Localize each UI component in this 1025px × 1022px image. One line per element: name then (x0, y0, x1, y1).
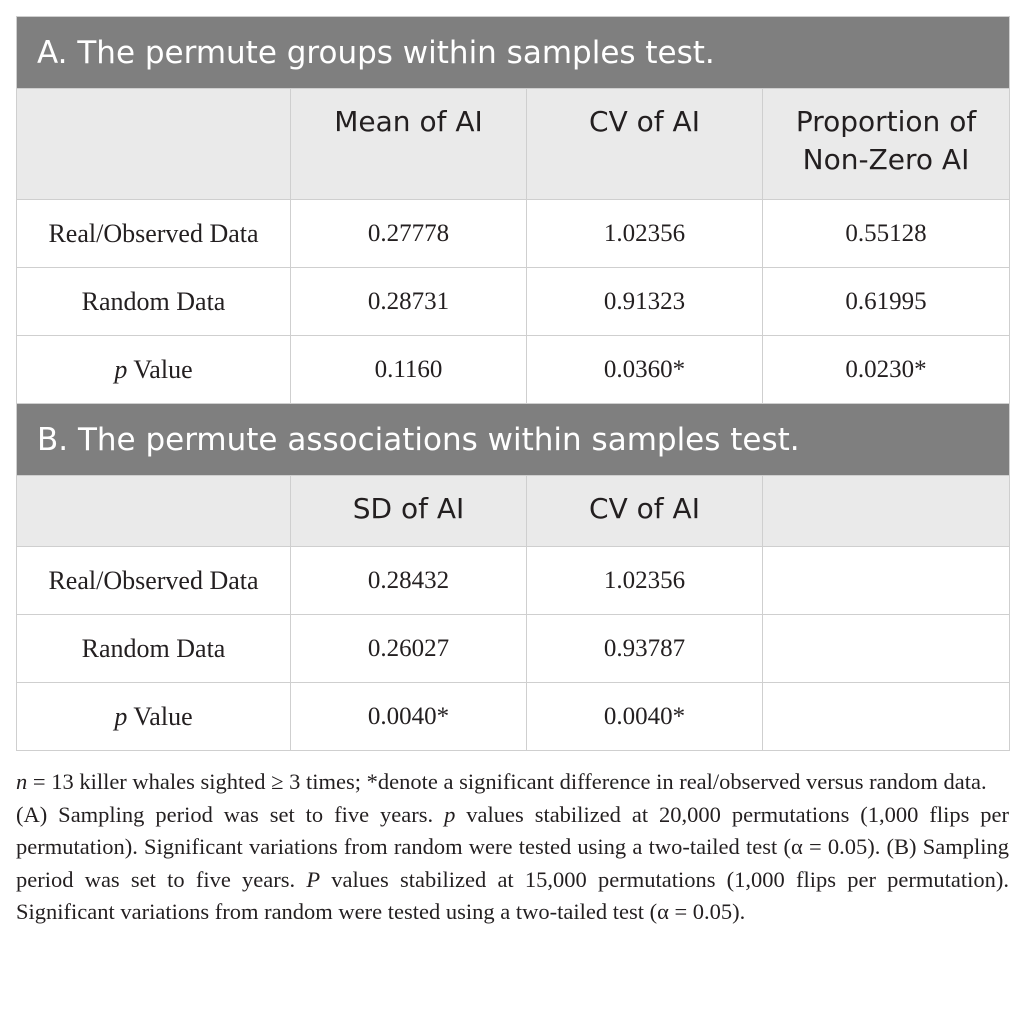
footnote-methods-part3: values stabilized at 15,000 permutations (1,000 flips per permutation). Significant variations from random were tested using a two-tailed test (α = 0.05). (16, 866, 1010, 924)
table-row (17, 615, 1010, 683)
section-a-header-proportion: Proportion of Non-Zero AI (763, 89, 1010, 200)
table-row (17, 683, 1010, 751)
table-cell: 0.61995 (763, 268, 1010, 336)
table-cell: 0.0040* (527, 683, 763, 751)
table-cell (763, 547, 1010, 615)
table-cell: 0.28432 (291, 547, 527, 615)
table-cell: 0.0040* (291, 683, 527, 751)
row-label-p-value (17, 683, 291, 751)
section-b-header-cv: CV of AI (527, 476, 763, 547)
footnote-sample-size (16, 766, 1009, 799)
row-label: Real/Observed Data (17, 200, 291, 268)
section-a-header-cv: CV of AI (527, 89, 763, 200)
value-word: Value (127, 354, 193, 384)
table-cell: 0.26027 (291, 615, 527, 683)
table-cell: 0.91323 (527, 268, 763, 336)
section-b-header-blank (763, 476, 1010, 547)
row-label: Random Data (17, 615, 291, 683)
table-cell (763, 683, 1010, 751)
value-word: Value (127, 701, 193, 731)
section-a-title-row (17, 17, 1010, 89)
p-variable-capital: P (306, 866, 321, 892)
table-cell: 0.28731 (291, 268, 527, 336)
table-cell: 0.0230* (763, 336, 1010, 404)
table-cell: 0.0360* (527, 336, 763, 404)
table-cell: 1.02356 (527, 547, 763, 615)
permutation-results-table (16, 16, 1010, 751)
row-label: Random Data (17, 268, 291, 336)
table-cell (763, 615, 1010, 683)
section-a-header-empty (17, 89, 291, 200)
footnote-sample-size-text: = 13 killer whales sighted ≥ 3 times; *denote a significant difference in real/observed versus random data. (27, 769, 987, 794)
row-label: Real/Observed Data (17, 547, 291, 615)
results-table-container (16, 16, 1009, 751)
section-a-header-mean: Mean of AI (291, 89, 527, 200)
table-row (17, 547, 1010, 615)
section-a-title: A. The permute groups within samples test. (17, 17, 1010, 89)
table-row (17, 200, 1010, 268)
table-cell: 0.27778 (291, 200, 527, 268)
footnote-methods-part1: (A) Sampling period was set to five years. (16, 801, 445, 827)
section-b-title: B. The permute associations within samples test. (17, 404, 1010, 476)
section-b-title-row (17, 404, 1010, 476)
footnote-methods (16, 799, 1009, 929)
p-variable: p (444, 801, 456, 827)
n-variable: n (16, 769, 28, 794)
p-variable: p (114, 354, 128, 384)
table-cell: 1.02356 (527, 200, 763, 268)
p-variable: p (114, 701, 128, 731)
table-cell: 0.1160 (291, 336, 527, 404)
footnote-methods-part2: values stabilized at 20,000 permutations (1,000 flips per permutation). Significant variations from random were tested using a two-tailed test (α = 0.05). (B) Sampling period was set to five years. (16, 801, 1009, 892)
table-cell: 0.93787 (527, 615, 763, 683)
table-footnotes (16, 766, 1009, 929)
table-row (17, 268, 1010, 336)
row-label-p-value (17, 336, 291, 404)
section-b-header-empty (17, 476, 291, 547)
table-cell: 0.55128 (763, 200, 1010, 268)
section-a-header-row (17, 89, 1010, 200)
table-row (17, 336, 1010, 404)
section-b-header-row (17, 476, 1010, 547)
section-b-header-sd: SD of AI (291, 476, 527, 547)
